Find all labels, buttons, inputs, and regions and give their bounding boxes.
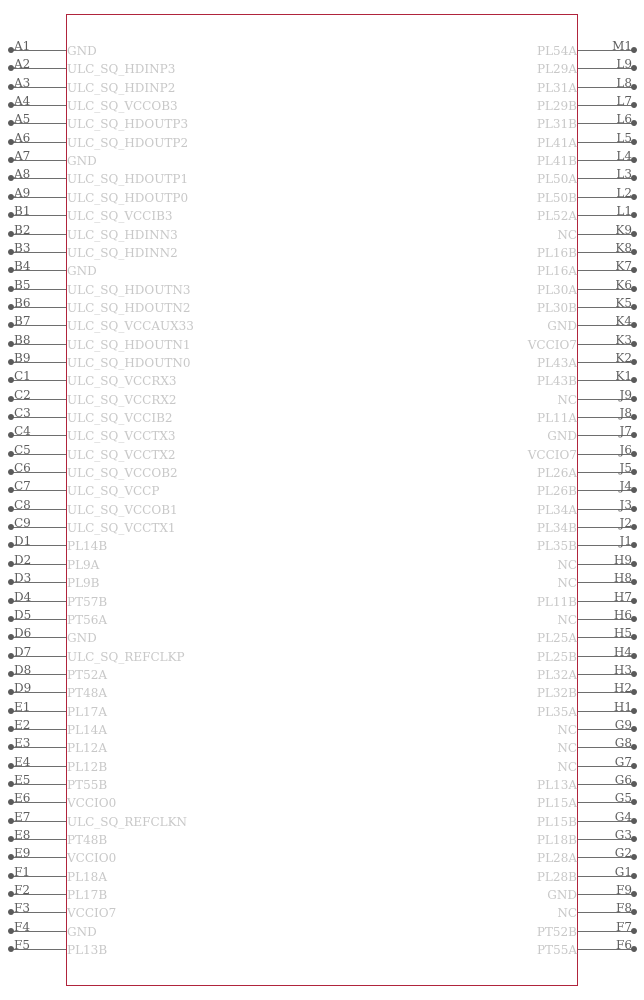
right-pin-name: GND [547, 429, 577, 443]
right-pin-name: NC [557, 613, 577, 627]
right-pin-name: PL50B [536, 191, 577, 205]
left-pin-number: B6 [14, 296, 31, 310]
left-pin-number: A4 [14, 94, 31, 108]
right-pin-number: K3 [615, 333, 632, 347]
right-pin-name: NC [557, 741, 577, 755]
right-pin-name: NC [557, 393, 577, 407]
left-pin-number: E2 [14, 718, 31, 732]
right-pin-name: PL11B [536, 595, 577, 609]
left-pin-name: ULC_SQ_VCCP [67, 484, 160, 498]
right-pin-name: PL29A [537, 62, 577, 76]
left-pin-number: B9 [14, 351, 31, 365]
left-pin-number: F2 [14, 883, 30, 897]
right-pin-number: H2 [613, 681, 632, 695]
right-pin-number: K9 [615, 223, 632, 237]
left-pin-name: ULC_SQ_VCCOB2 [67, 466, 178, 480]
left-pin-number: C2 [14, 388, 31, 402]
right-pin-number: J6 [619, 443, 632, 457]
right-pin-number: H4 [613, 645, 632, 659]
left-pin-number: C6 [14, 461, 31, 475]
left-pin-name: GND [67, 925, 97, 939]
left-pin-name: ULC_SQ_REFCLKN [67, 815, 188, 829]
right-pin-number: L5 [616, 131, 632, 145]
left-pin-number: A7 [14, 149, 31, 163]
left-pin-number: D5 [14, 608, 32, 622]
right-pin-number: L9 [616, 57, 632, 71]
left-pin-number: A6 [14, 131, 31, 145]
right-pin-name: PL28A [537, 851, 577, 865]
right-pin-name: PL13A [537, 778, 577, 792]
left-pin-name: ULC_SQ_HDOUTP1 [67, 172, 189, 186]
right-pin-name: VCCIO7 [527, 338, 577, 352]
right-pin-number: H6 [613, 608, 632, 622]
left-pin-name: ULC_SQ_HDOUTP0 [67, 191, 189, 205]
right-pin-number: K4 [615, 314, 632, 328]
right-pin-name: PL32B [536, 686, 577, 700]
right-pin-name: VCCIO7 [527, 448, 577, 462]
left-pin-number: E7 [14, 810, 31, 824]
right-pin-number: J3 [619, 498, 632, 512]
right-pin-name: PL34B [536, 521, 577, 535]
left-pin-name: VCCIO0 [67, 796, 117, 810]
left-pin-name: ULC_SQ_HDOUTN3 [67, 283, 191, 297]
right-pin-number: L3 [616, 167, 632, 181]
left-pin-number: E8 [14, 828, 31, 842]
left-pin-name: ULC_SQ_VCCIB2 [67, 411, 173, 425]
right-pin-name: PL32A [537, 668, 577, 682]
right-pin-number: K1 [615, 369, 632, 383]
left-pin-name: ULC_SQ_HDOUTN0 [67, 356, 191, 370]
left-pin-name: ULC_SQ_VCCOB3 [67, 99, 178, 113]
left-pin-number: D6 [14, 626, 32, 640]
left-pin-number: C9 [14, 516, 31, 530]
left-pin-number: E1 [14, 700, 31, 714]
left-pin-name: PT48B [67, 833, 108, 847]
right-pin-number: K7 [615, 259, 632, 273]
right-pin-name: PL50A [537, 172, 577, 186]
right-pin-number: J4 [619, 479, 632, 493]
right-pin-name: PL43A [537, 356, 577, 370]
right-pin-name: PL30B [536, 301, 577, 315]
left-pin-number: B2 [14, 223, 31, 237]
right-pin-name: PT52B [536, 925, 577, 939]
left-pin-name: PT57B [67, 595, 108, 609]
right-pin-number: L1 [616, 204, 632, 218]
left-pin-number: D8 [14, 663, 32, 677]
left-pin-name: ULC_SQ_VCCRX3 [67, 374, 177, 388]
left-pin-number: B7 [14, 314, 31, 328]
right-pin-name: PL26A [537, 466, 577, 480]
right-pin-number: L7 [616, 94, 632, 108]
right-pin-name: PL16B [536, 246, 577, 260]
left-pin-number: F5 [14, 938, 30, 952]
left-pin-name: ULC_SQ_HDINP2 [67, 81, 176, 95]
left-pin-name: VCCIO0 [67, 851, 117, 865]
right-pin-number: K6 [615, 278, 632, 292]
left-pin-name: VCCIO7 [67, 906, 117, 920]
left-pin-number: D9 [14, 681, 32, 695]
left-pin-name: PL14B [67, 539, 108, 553]
left-pin-name: ULC_SQ_HDOUTN1 [67, 338, 191, 352]
right-pin-name: NC [557, 228, 577, 242]
right-pin-name: PL26B [536, 484, 577, 498]
left-pin-name: GND [67, 154, 97, 168]
left-pin-name: PL12A [67, 741, 107, 755]
right-pin-number: F6 [616, 938, 632, 952]
left-pin-name: ULC_SQ_VCCTX2 [67, 448, 176, 462]
right-pin-name: PL15A [537, 796, 577, 810]
left-pin-number: A8 [14, 167, 31, 181]
right-pin-name: PL31B [536, 117, 577, 131]
left-pin-name: ULC_SQ_VCCTX1 [67, 521, 176, 535]
right-pin-name: PL16A [537, 264, 577, 278]
left-pin-name: PT52A [67, 668, 108, 682]
left-pin-name: PT56A [67, 613, 108, 627]
left-pin-name: ULC_SQ_VCCTX3 [67, 429, 176, 443]
right-pin-name: NC [557, 723, 577, 737]
right-pin-number: G4 [614, 810, 632, 824]
left-pin-name: ULC_SQ_VCCAUX33 [67, 319, 194, 333]
right-pin-name: PL43B [536, 374, 577, 388]
right-pin-number: G8 [614, 736, 632, 750]
right-pin-number: J2 [619, 516, 632, 530]
left-pin-number: F1 [14, 865, 30, 879]
left-pin-number: D1 [14, 534, 32, 548]
right-pin-name: PL15B [536, 815, 577, 829]
right-pin-number: J7 [619, 424, 632, 438]
right-pin-number: L4 [616, 149, 632, 163]
left-pin-number: C8 [14, 498, 31, 512]
left-pin-number: A9 [14, 186, 31, 200]
left-pin-number: C1 [14, 369, 31, 383]
right-pin-name: NC [557, 558, 577, 572]
left-pin-number: D2 [14, 553, 32, 567]
right-pin-name: NC [557, 576, 577, 590]
left-pin-number: C3 [14, 406, 31, 420]
right-pin-number: H3 [613, 663, 632, 677]
left-pin-number: E4 [14, 755, 31, 769]
right-pin-name: PL54A [537, 44, 577, 58]
left-pin-name: PL17B [67, 888, 108, 902]
right-pin-number: G5 [614, 791, 632, 805]
right-pin-name: PL41B [536, 154, 577, 168]
right-pin-number: H1 [613, 700, 632, 714]
left-pin-name: GND [67, 44, 97, 58]
right-pin-name: PL35A [537, 705, 577, 719]
left-pin-number: A1 [14, 39, 31, 53]
right-pin-number: G2 [614, 846, 632, 860]
right-pin-name: PL25B [536, 650, 577, 664]
right-pin-name: PT55A [536, 943, 577, 957]
left-pin-name: ULC_SQ_REFCLKP [67, 650, 185, 664]
left-pin-name: ULC_SQ_HDINN2 [67, 246, 178, 260]
right-pin-number: J5 [619, 461, 632, 475]
left-pin-name: PL9B [67, 576, 100, 590]
right-pin-number: F9 [616, 883, 632, 897]
left-pin-name: GND [67, 264, 97, 278]
right-pin-name: GND [547, 319, 577, 333]
right-pin-number: K8 [615, 241, 632, 255]
left-pin-name: ULC_SQ_HDOUTP3 [67, 117, 189, 131]
right-pin-name: PL28B [536, 870, 577, 884]
right-pin-number: H9 [613, 553, 632, 567]
left-pin-name: ULC_SQ_HDOUTP2 [67, 136, 189, 150]
left-pin-name: PT55B [67, 778, 108, 792]
right-pin-name: PL29B [536, 99, 577, 113]
left-pin-name: ULC_SQ_VCCRX2 [67, 393, 177, 407]
right-pin-number: G6 [614, 773, 632, 787]
right-pin-number: J9 [619, 388, 632, 402]
right-pin-name: PL34A [537, 503, 577, 517]
left-pin-number: C4 [14, 424, 31, 438]
right-pin-number: J1 [619, 534, 632, 548]
right-pin-number: L8 [616, 76, 632, 90]
left-pin-number: D3 [14, 571, 32, 585]
left-pin-number: E9 [14, 846, 31, 860]
left-pin-name: GND [67, 631, 97, 645]
left-pin-name: PL9A [67, 558, 100, 572]
right-pin-name: PL30A [537, 283, 577, 297]
left-pin-number: D7 [14, 645, 32, 659]
left-pin-number: F4 [14, 920, 30, 934]
left-pin-number: E5 [14, 773, 31, 787]
right-pin-number: G7 [614, 755, 632, 769]
left-pin-name: PL14A [67, 723, 107, 737]
right-pin-name: GND [547, 888, 577, 902]
right-pin-name: PL41A [537, 136, 577, 150]
right-pin-number: G9 [614, 718, 632, 732]
right-pin-name: PL35B [536, 539, 577, 553]
left-pin-name: ULC_SQ_HDINN3 [67, 228, 178, 242]
left-pin-name: PT48A [67, 686, 108, 700]
right-pin-number: K5 [615, 296, 632, 310]
left-pin-number: B1 [14, 204, 31, 218]
right-pin-name: PL52A [537, 209, 577, 223]
right-pin-number: F7 [616, 920, 632, 934]
right-pin-number: J8 [619, 406, 632, 420]
left-pin-number: B4 [14, 259, 31, 273]
left-pin-number: B3 [14, 241, 31, 255]
left-pin-number: A2 [14, 57, 31, 71]
right-pin-name: PL31A [537, 81, 577, 95]
right-pin-number: G3 [614, 828, 632, 842]
right-pin-name: PL11A [537, 411, 577, 425]
left-pin-number: F3 [14, 901, 30, 915]
right-pin-number: H7 [613, 590, 632, 604]
left-pin-number: A5 [14, 112, 31, 126]
right-pin-number: L6 [616, 112, 632, 126]
right-pin-number: G1 [614, 865, 632, 879]
right-pin-number: L2 [616, 186, 632, 200]
right-pin-name: NC [557, 906, 577, 920]
ic-body-outline [66, 14, 578, 986]
right-pin-name: PL18B [536, 833, 577, 847]
right-pin-name: NC [557, 760, 577, 774]
left-pin-number: C7 [14, 479, 31, 493]
left-pin-name: PL13B [67, 943, 108, 957]
left-pin-name: PL18A [67, 870, 107, 884]
left-pin-name: ULC_SQ_VCCOB1 [67, 503, 178, 517]
left-pin-number: E3 [14, 736, 31, 750]
left-pin-name: ULC_SQ_HDOUTN2 [67, 301, 191, 315]
left-pin-number: C5 [14, 443, 31, 457]
left-pin-name: ULC_SQ_HDINP3 [67, 62, 176, 76]
right-pin-number: K2 [615, 351, 632, 365]
left-pin-number: B5 [14, 278, 31, 292]
right-pin-number: H8 [613, 571, 632, 585]
right-pin-number: M1 [612, 39, 632, 53]
left-pin-number: E6 [14, 791, 31, 805]
left-pin-number: A3 [14, 76, 31, 90]
right-pin-name: PL25A [537, 631, 577, 645]
left-pin-name: ULC_SQ_VCCIB3 [67, 209, 173, 223]
right-pin-number: H5 [613, 626, 632, 640]
left-pin-number: D4 [14, 590, 32, 604]
right-pin-number: F8 [616, 901, 632, 915]
left-pin-name: PL12B [67, 760, 108, 774]
left-pin-name: PL17A [67, 705, 107, 719]
left-pin-number: B8 [14, 333, 31, 347]
